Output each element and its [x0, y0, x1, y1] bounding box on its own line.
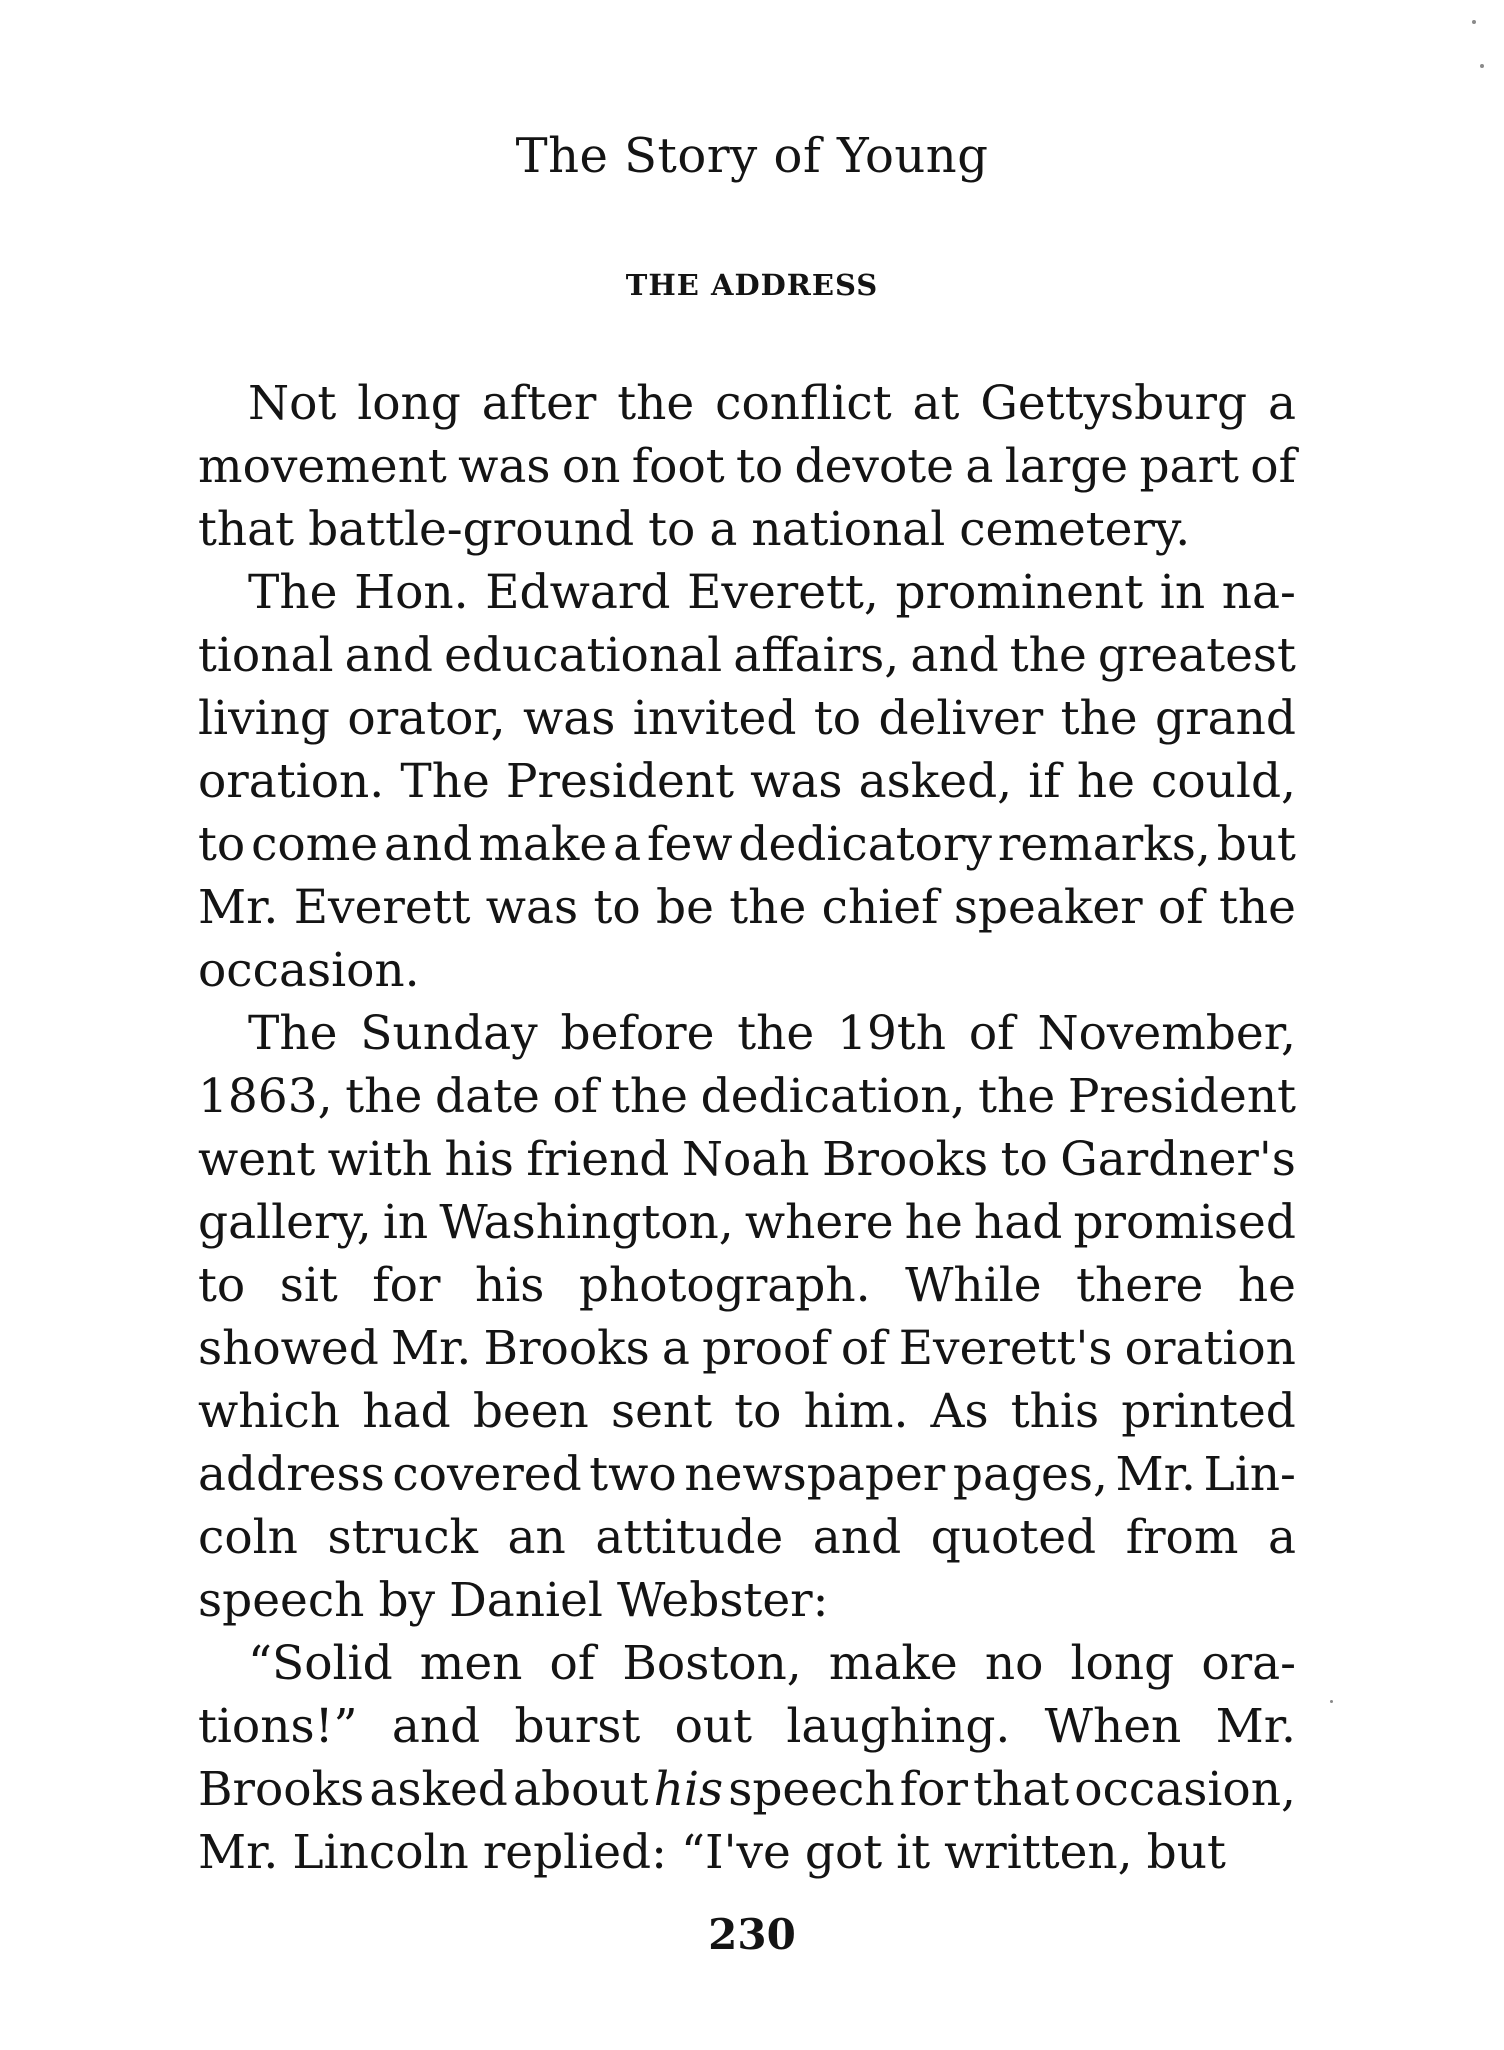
text-line: oration. The President was asked, if he could, [198, 754, 1296, 809]
text-line: which had been sent to him. As this printed [198, 1384, 1296, 1439]
text-line: speech by Daniel Webster: [198, 1573, 829, 1628]
scan-speck [1480, 64, 1484, 68]
text-line: Not long after the conflict at Gettysburg a [248, 376, 1296, 431]
text-line: Brooks asked about his speech for that occasion, [198, 1762, 1296, 1817]
text-line: “Solid men of Boston, make no long ora- [248, 1636, 1296, 1691]
text-line: address covered two newspaper pages, Mr. Lin- [198, 1447, 1296, 1502]
text-line: occasion. [198, 943, 420, 998]
text-line: tional and educational affairs, and the greatest [198, 628, 1296, 683]
section-title: THE ADDRESS [625, 268, 879, 302]
text-line: The Hon. Edward Everett, prominent in na- [248, 565, 1296, 620]
text-line: gallery, in Washington, where he had promised [198, 1195, 1296, 1250]
scan-speck [1330, 1700, 1333, 1703]
text-line: Mr. Everett was to be the chief speaker of the [198, 880, 1296, 935]
body-text [198, 372, 1296, 1884]
text-line: to come and make a few dedicatory remarks, but [198, 817, 1296, 872]
text-line: showed Mr. Brooks a proof of Everett's oration [198, 1321, 1296, 1376]
text-line: living orator, was invited to deliver the grand [198, 691, 1296, 746]
text-line: 1863, the date of the dedication, the President [198, 1069, 1296, 1124]
text-line: The Sunday before the 19th of November, [248, 1006, 1296, 1061]
text-line: to sit for his photograph. While there he [198, 1258, 1296, 1313]
page-number: 230 [708, 1910, 796, 1959]
text-line: coln struck an attitude and quoted from a [198, 1510, 1296, 1565]
text-line: that battle-ground to a national cemetery. [198, 502, 1191, 557]
text-line: tions!” and burst out laughing. When Mr. [198, 1699, 1296, 1754]
text-line: movement was on foot to devote a large part of [198, 439, 1296, 494]
text-line: went with his friend Noah Brooks to Gardner's [198, 1132, 1296, 1187]
running-head: The Story of Young [515, 128, 989, 184]
text-line: Mr. Lincoln replied: “I've got it written, but [198, 1825, 1226, 1880]
scan-speck [1472, 20, 1476, 24]
